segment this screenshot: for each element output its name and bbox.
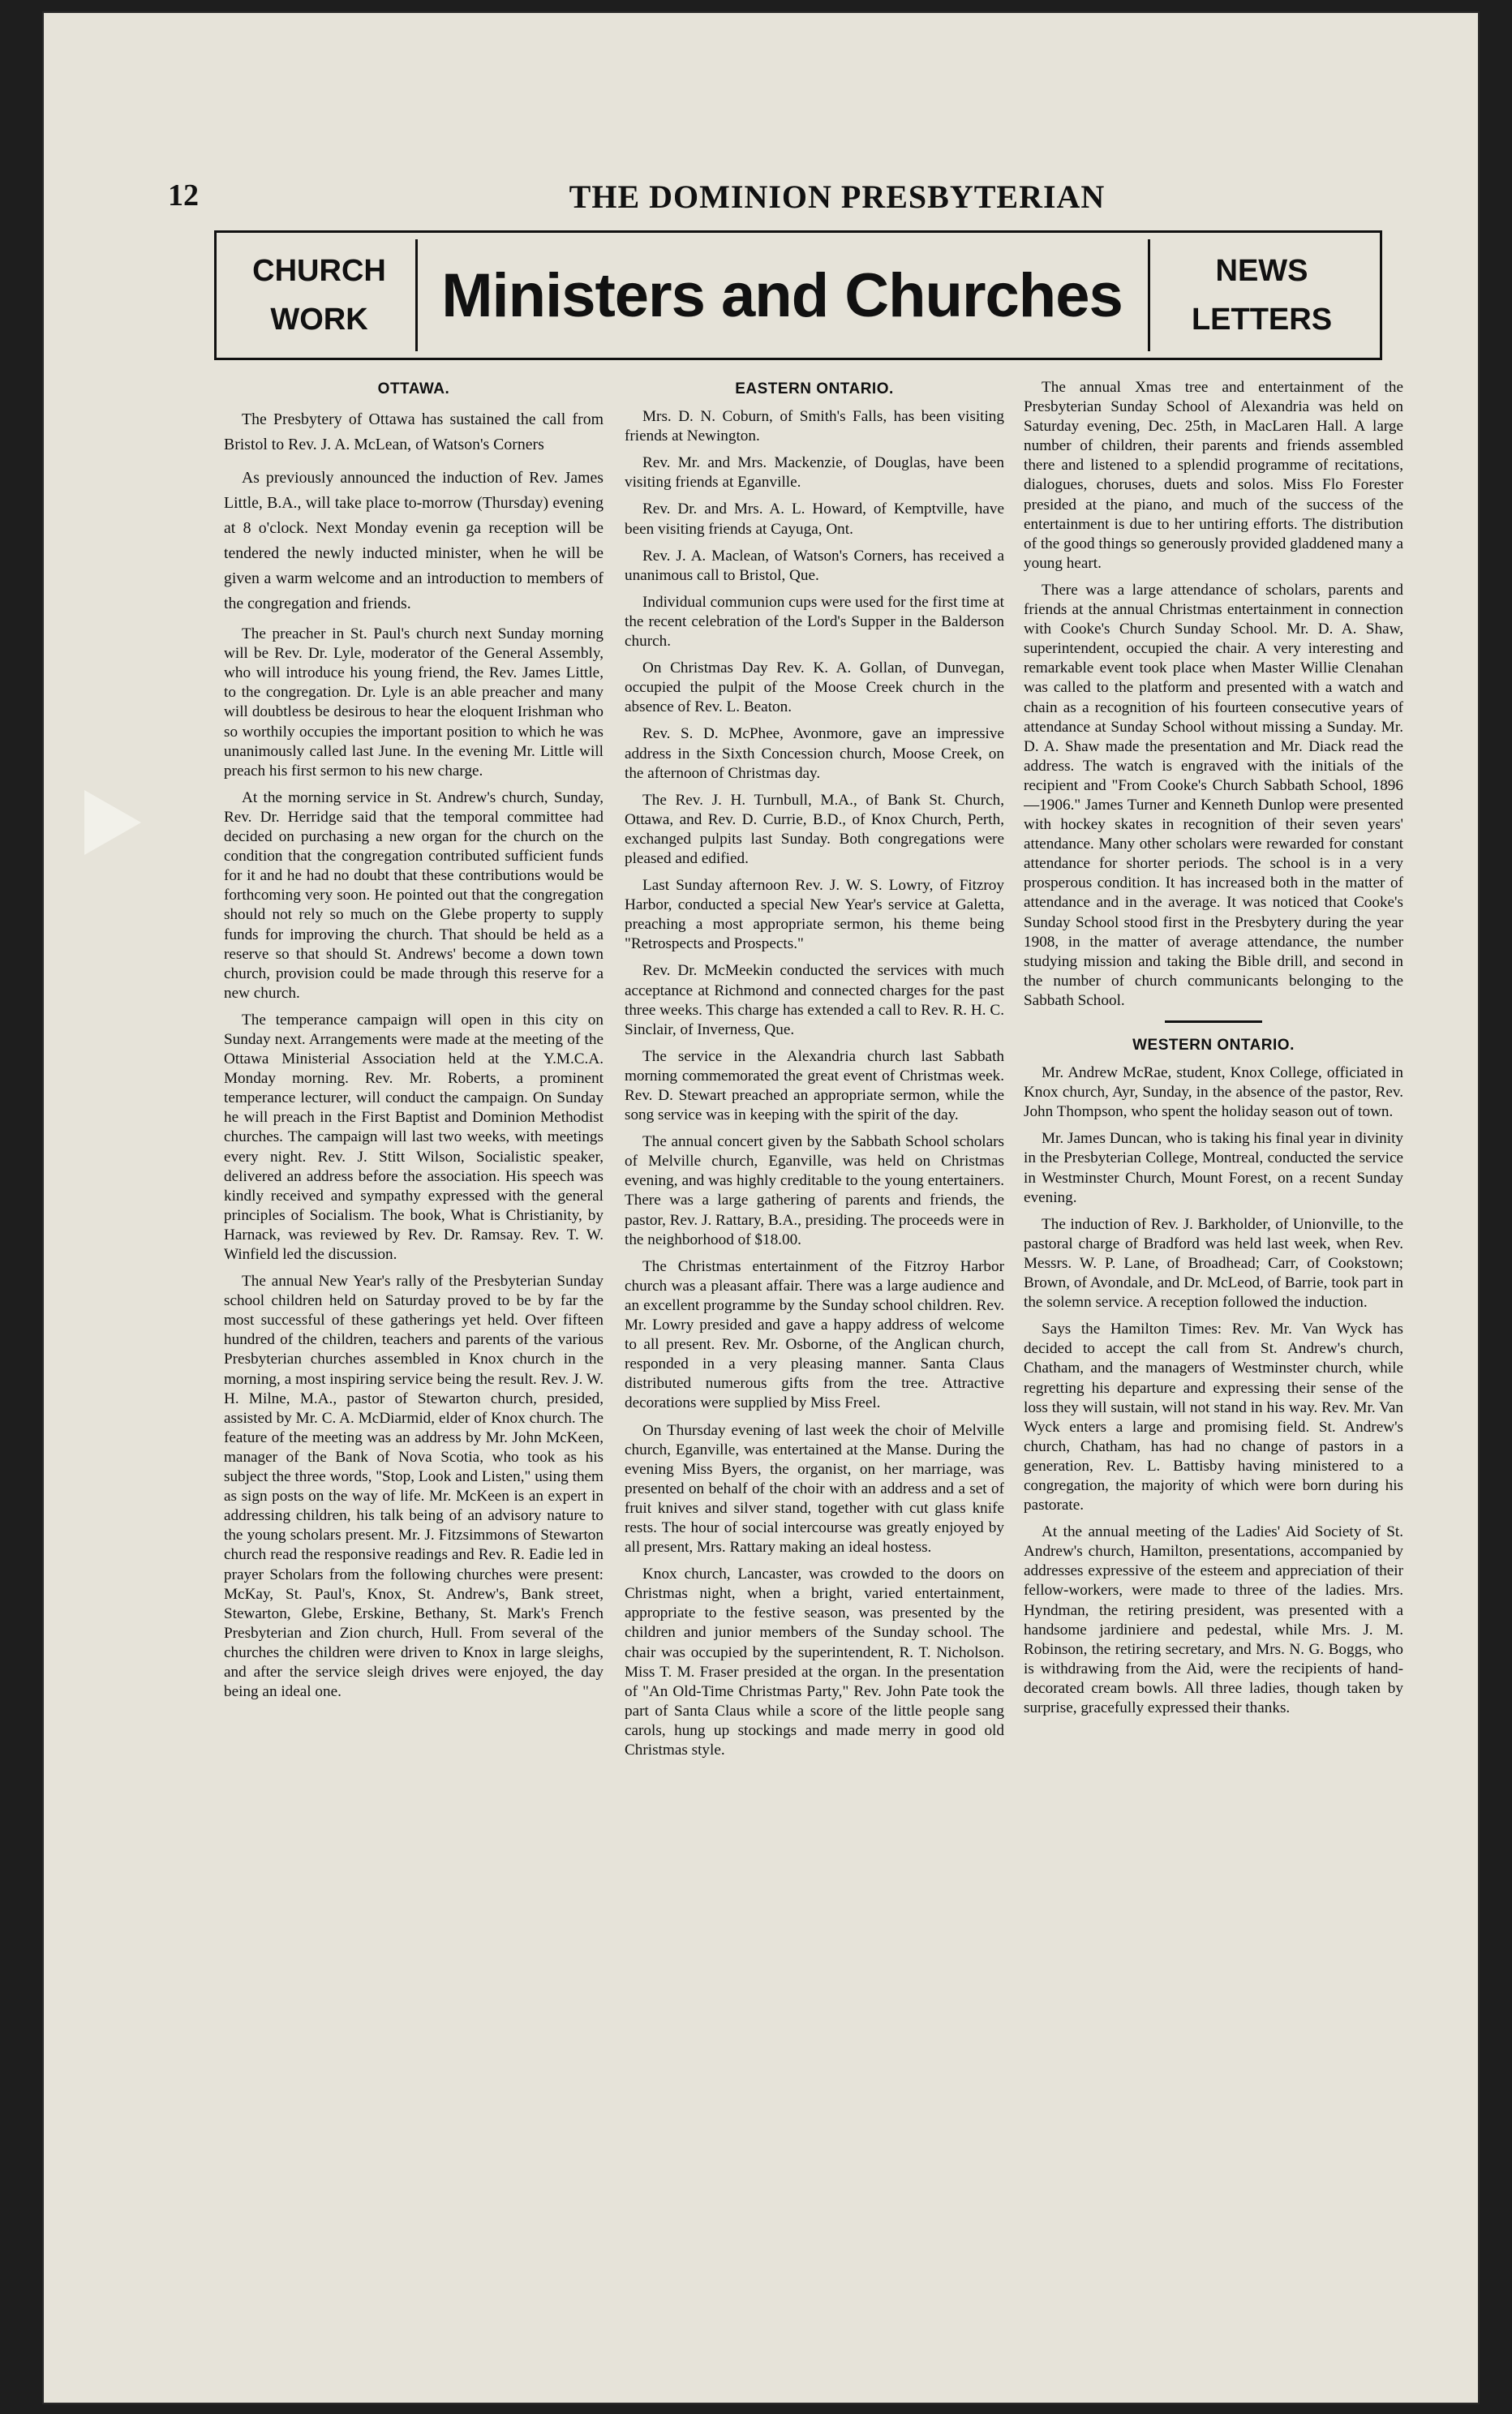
article-paragraph: The Rev. J. H. Turnbull, M.A., of Bank St. Church, Ottawa, and Rev. D. Currie, B.D., of Knox Church, Perth, exchanged pulpits last Sunday. Both congregations were pleased and edified. — [625, 791, 1004, 867]
column-heading: OTTAWA. — [377, 380, 450, 397]
section-title: Ministers and Churches — [441, 260, 1123, 330]
page-number: 12 — [168, 178, 199, 213]
article-paragraph: On Thursday evening of last week the choir of Melville church, Eganville, was entertained at the Manse. During the evening Miss Byers, the organist, on her marriage, was presented on behalf of the choir with an address and a set of fruit knives and silver stand, together with cut glass knife rests. The hour of social intercourse was greatly enjoyed by all present, Mrs. Rattary making an ideal hostess. — [625, 1421, 1004, 1557]
article-paragraph: As previously announced the induction of Rev. James Little, B.A., will take place to-morrow (Thursday) evening at 8 o'clock. Next Monday evenin ga reception will be tendered the newly inducted minister, when he will be given a warm welcome and an introduction to members of the congregation and friends. — [224, 469, 604, 613]
article-paragraph: Rev. Dr. and Mrs. A. L. Howard, of Kemptville, have been visiting friends at Cayuga, Ont. — [625, 500, 1004, 538]
article-list — [1024, 1063, 1403, 1718]
article-paragraph: There was a large attendance of scholars, parents and friends at the annual Christmas entertainment in connection with Cooke's Church Sunday School. Mr. D. A. Shaw, superintendent, occupied the chair. A very interesting and remarkable event took place when Master Willie Clenahan was called to the platform and presented with a watch and chain as a recognition of his fourteen consecutive years of attendance at Sunday School without missing a Sunday. Mr. D. A. Shaw made the presentation and Mr. Diack read the address. The watch is engraved with the initials of the recipient and "From Cooke's Church Sabbath School, 1896—1906." James Turner and Kenneth Dunlop were presented with hockey skates in recognition of their seven years' attendance. Many other scholars were rewarded for constant attendance for shorter periods. The school is in a very prosperous condition. It has increased both in the matter of attendance and in the average. It was noticed that Cooke's Sunday School stood first in the Presbytery during the year 1908, in the matter of average attendance, the number studying mission and taking the Bible drill, and second in the number of church communicants belonging to the Sabbath School. — [1024, 581, 1403, 1009]
article-paragraph: Rev. J. A. Maclean, of Watson's Corners, has received a unanimous call to Bristol, Que. — [625, 547, 1004, 584]
column-eastern-ontario — [625, 378, 1004, 2357]
article-paragraph: The preacher in St. Paul's church next Sunday morning will be Rev. Dr. Lyle, moderator of the General Assembly, who will introduce his young friend, the Rev. James Little, to the congregation. Dr. Lyle is an able preacher and many will doubtless be desirous to hear the eloquent Irishman who so worthily occupies the important position to which he was unanimously called last June. In the evening Mr. Little will preach his first sermon to his new charge. — [224, 625, 604, 780]
masthead-left-box — [223, 239, 418, 351]
article-list — [224, 407, 604, 1702]
masthead-left-line1: CHURCH — [252, 254, 386, 288]
article-paragraph: Rev. Dr. McMeekin conducted the services with much acceptance at Richmond and connected charges for the past three weeks. This charge has extended a call to Rev. R. H. C. Sinclair, of Inverness, Que. — [625, 962, 1004, 1038]
article-paragraph: Individual communion cups were used for the first time at the recent celebration of the Lord's Supper in the Balderson church. — [625, 593, 1004, 651]
article-paragraph: The Christmas entertainment of the Fitzroy Harbor church was a pleasant affair. There was a large audience and an excellent programme by the Sunday school children. Rev. Mr. Lowry presided and gave a happy address of welcome to all present. Rev. Mr. Osborne, of the Anglican church, responded in a very pleasing manner. Santa Claus distributed numerous gifts from the tree. Attractive decorations were supplied by Miss Freel. — [625, 1257, 1004, 1412]
article-paragraph: Last Sunday afternoon Rev. J. W. S. Lowry, of Fitzroy Harbor, conducted a special New Year's service at Galetta, preaching a most appropriate sermon, his theme being "Retrospects and Prospects." — [625, 877, 1004, 953]
article-paragraph: The Presbytery of Ottawa has sustained the call from Bristol to Rev. J. A. McLean, of Watson's Corners — [224, 410, 604, 454]
article-paragraph: The annual concert given by the Sabbath School scholars of Melville church, Eganville, was held on Christmas evening, and was highly creditable to the young entertainers. There was a large gathering of parents and friends, the pastor, Rev. J. Rattary, B.A., presiding. The proceeds were in the neighborhood of $18.00. — [625, 1133, 1004, 1248]
article-paragraph: Rev. S. D. McPhee, Avonmore, gave an impressive address in the Sixth Concession church, Moose Creek, on the afternoon of Christmas day. — [625, 725, 1004, 782]
article-paragraph: The temperance campaign will open in this city on Sunday next. Arrangements were made at the meeting of the Ottawa Ministerial Association held at the Y.M.C.A. Monday morning. Rev. Mr. Roberts, a prominent temperance lecturer, will conduct the campaign. On Sunday he will preach in the First Baptist and Dominion Methodist churches. The campaign will last two weeks, with meetings every night. Rev. J. Stitt Wilson, Socialistic speaker, delivered an address before the association. His speech was kindly received and sympathy expressed with the general principles of Socialism. The book, What is Christianity, by Harnack, was reviewed by Rev. Dr. Ramsay. Rev. T. W. Winfield led the discussion. — [224, 1011, 604, 1263]
article-paragraph: Mr. James Duncan, who is taking his final year in divinity in the Presbyterian College, Montreal, conducted the service in Westminster Church, Mount Forest, on a recent Sunday evening. — [1024, 1130, 1403, 1206]
article-list — [1024, 378, 1403, 1011]
article-paragraph: Knox church, Lancaster, was crowded to the doors on Christmas night, when a bright, varied entertainment, appropriate to the festive season, was presented by the children and junior members of the Sunday school. The chair was occupied by the superintendent, R. T. Nicholson. Miss T. M. Fraser presided at the organ. In the presentation of "An Old-Time Christmas Party," Rev. John Pate took the part of Santa Claus while a score of the little people sang carols, hung up stockings and made merry in good old Christmas style. — [625, 1566, 1004, 1759]
column-news-letters — [1024, 378, 1403, 2357]
masthead-right-line2: LETTERS — [1191, 303, 1333, 337]
article-paragraph: The annual New Year's rally of the Presbyterian Sunday school children held on Saturday proved to be by far the most successful of these gatherings yet held. Over fifteen hundred of the children, teachers and parents of the various Presbyterian churches assembled in Knox church in the morning, a most inspiring service being the result. Rev. J. W. H. Milne, M.A., pastor of Stewarton church, presided, assisted by Mr. C. A. McDiarmid, elder of Knox church. The feature of the meeting was an address by Mr. John McKeen, manager of the Bank of Nova Scotia, who took as his subject the three words, "Stop, Look and Listen," using them as sign posts on the way of life. Mr. McKeen is an expert in addressing children, his talk being of an advisory nature to the young scholars present. Mr. J. Fitzsimmons of Stewarton church read the responsive readings and Rev. R. Eadie led in prayer Scholars from the following churches were present: McKay, St. Paul's, Knox, St. Andrew's, Bank street, Stewarton, Glebe, Erskine, Bethany, St. Mark's French Presbyterian and Zion church, Hull. From several of the churches the children were driven to Knox in large sleighs, and after the service sleigh drives were enjoyed, the day being an ideal one. — [224, 1273, 604, 1701]
masthead-right-box — [1148, 239, 1373, 351]
section-divider — [1165, 1020, 1262, 1023]
journal-title: THE DOMINION PRESBYTERIAN — [569, 178, 1106, 215]
masthead-right-line1: NEWS — [1215, 254, 1308, 288]
article-paragraph: Says the Hamilton Times: Rev. Mr. Van Wyck has decided to accept the call from St. Andrew's church, Chatham, and the managers of Westminster church, while regretting his departure and expressing their sense of the loss they will sustain, will not stand in his way. Rev. Mr. Van Wyck enters a large and promising field. St. Andrew's church, Chatham, has had no change of pastors in a generation, Rev. L. Battisby having ministered to a congregation, the majority of which were born during his pastorate. — [1024, 1321, 1403, 1514]
article-paragraph: Mrs. D. N. Coburn, of Smith's Falls, has been visiting friends at Newington. — [625, 408, 1004, 445]
article-paragraph: At the annual meeting of the Ladies' Aid Society of St. Andrew's church, Hamilton, presentations, accompanied by addresses expressive of the esteem and appreciation of their fellow-workers, were made to three of the ladies. Mrs. Hyndman, the retiring president, was presented with a handsome jardiniere and pedestal, while Mrs. J. M. Robinson, the retiring secretary, and Mrs. N. G. Boggs, who is withdrawing from the Aid, were the recipients of hand-decorated cream bowls. All three ladies, though taken by surprise, gracefully expressed their thanks. — [1024, 1523, 1403, 1716]
torn-margin-fold — [84, 790, 141, 855]
article-paragraph: The service in the Alexandria church last Sabbath morning commemorated the great event of Christmas week. Rev. D. Stewart preached an appropriate sermon, while the song service was in keeping with the spirit of the day. — [625, 1047, 1004, 1124]
section-masthead — [214, 230, 1382, 360]
column-heading: EASTERN ONTARIO. — [735, 380, 894, 397]
column-heading: WESTERN ONTARIO. — [1132, 1037, 1295, 1054]
article-paragraph: The induction of Rev. J. Barkholder, of Unionville, to the pastoral charge of Bradford was held last week, when Rev. Messrs. W. P. Lane, of Broadhead; Carr, of Cookstown; Brown, of Avondale, and Dr. McLeod, of Barrie, took part in the solemn service. A reception followed the induction. — [1024, 1215, 1403, 1312]
masthead-left-line2: WORK — [270, 303, 368, 337]
article-list — [625, 407, 1004, 1760]
article-paragraph: The annual Xmas tree and entertainment of the Presbyterian Sunday School of Alexandria was held on Saturday evening, Dec. 25th, in MacLaren Hall. A large number of children, their parents and friends assembled there and listened to a splendid programme of recitations, dialogues, choruses, duets and solos. Miss Flo Forester presided at the piano, and much of the success of the entertainment is due to her untiring efforts. The distribution of the good things so generously provided gladdened many a young heart. — [1024, 379, 1403, 572]
article-paragraph: Rev. Mr. and Mrs. Mackenzie, of Douglas, have been visiting friends at Eganville. — [625, 454, 1004, 492]
article-paragraph: On Christmas Day Rev. K. A. Gollan, of Dunvegan, occupied the pulpit of the Moose Creek church in the absence of Rev. L. Beaton. — [625, 659, 1004, 716]
article-paragraph: At the morning service in St. Andrew's church, Sunday, Rev. Dr. Herridge said that the temporal committee had decided on purchasing a new organ for the church on the condition that the congregation contributed sufficient funds for it and he had no doubt that these contributions would be forthcoming very soon. He pointed out that the congregation should not rely so much on the Glebe property to supply funds for improving the church. That should be held as a reserve so that should St. Andrews' become a down town church, provision could be made through this reserve for a new church. — [224, 788, 604, 1002]
newspaper-page — [42, 11, 1480, 2404]
column-ottawa — [224, 378, 604, 2357]
article-paragraph: Mr. Andrew McRae, student, Knox College, officiated in Knox church, Ayr, Sunday, in the absence of the pastor, Rev. John Thompson, who spent the holiday season out of town. — [1024, 1064, 1403, 1121]
